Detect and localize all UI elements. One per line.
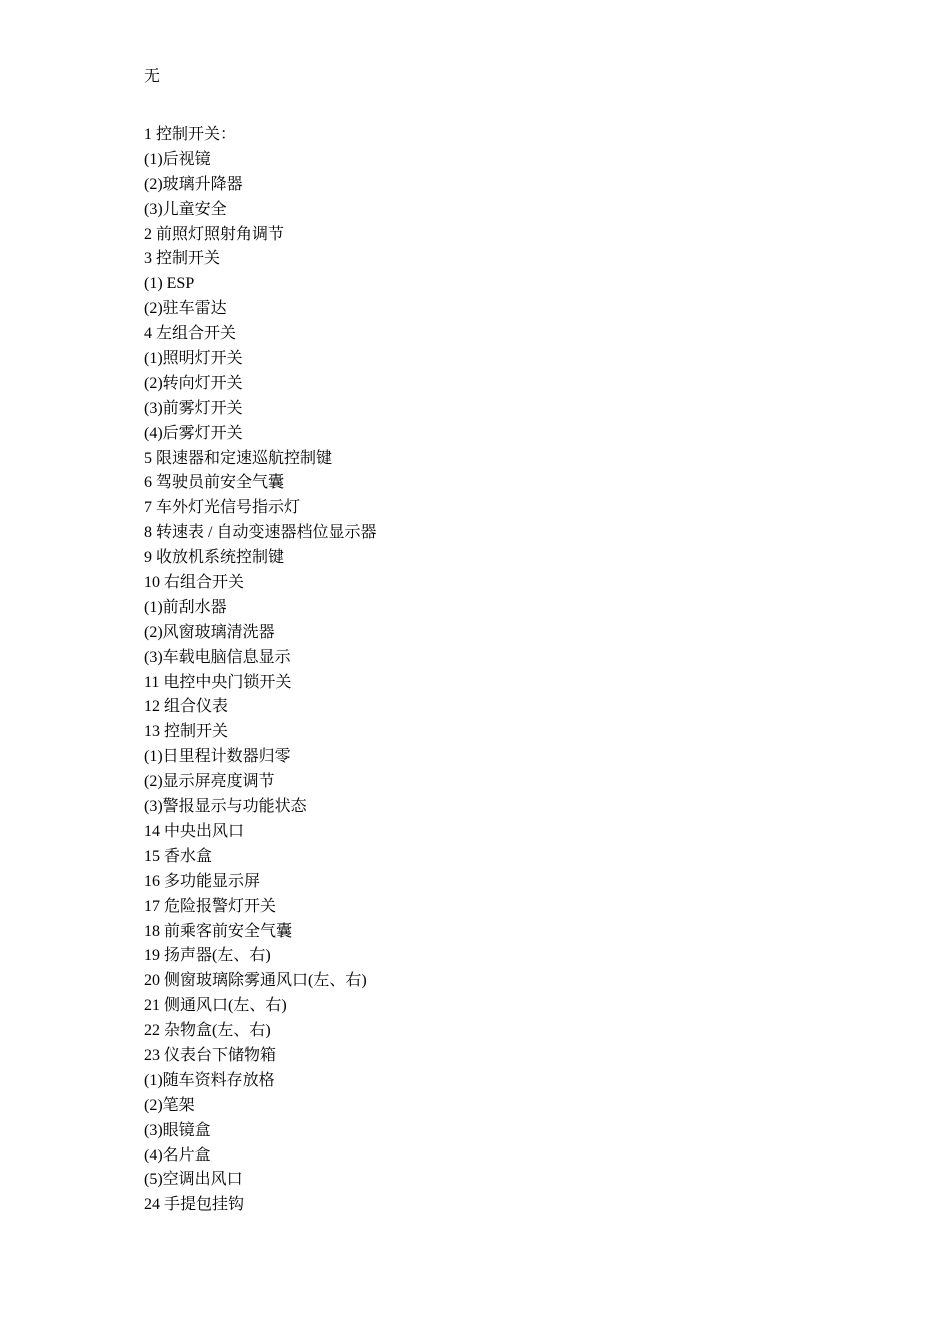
list-item: (2)风窗玻璃清洗器 (144, 623, 275, 641)
list-item: (1)照明灯开关 (144, 350, 243, 368)
list-item: 12 组合仪表 (144, 698, 229, 716)
list-item: (3)车载电脑信息显示 (144, 648, 291, 666)
list-item: (3)眼镜盒 (144, 1121, 211, 1139)
list-item: 17 危险报警灯开关 (144, 897, 277, 915)
list-item: (2)驻车雷达 (144, 300, 227, 318)
list-item: 15 香水盒 (144, 847, 213, 865)
list-item: 23 仪表台下储物箱 (144, 1046, 277, 1064)
list-item: (4)名片盒 (144, 1146, 211, 1164)
list-item: (2)笔架 (144, 1096, 195, 1114)
document-heading: 无 (144, 66, 161, 85)
list-item: (5)空调出风口 (144, 1171, 243, 1189)
list-item: (1)随车资料存放格 (144, 1071, 275, 1089)
list-item: 13 控制开关 (144, 723, 229, 741)
list-item: 16 多功能显示屏 (144, 872, 261, 890)
list-item: 4 左组合开关 (144, 325, 237, 343)
list-item: 14 中央出风口 (144, 822, 245, 840)
list-item: 5 限速器和定速巡航控制键 (144, 449, 333, 467)
list-item: (3)儿童安全 (144, 200, 227, 218)
list-item: (1)前刮水器 (144, 598, 227, 616)
list-item: (3)警报显示与功能状态 (144, 798, 307, 816)
list-item: (2)玻璃升降器 (144, 175, 243, 193)
list-item: 8 转速表 / 自动变速器档位显示器 (144, 524, 377, 542)
list-item: 24 手提包挂钩 (144, 1196, 245, 1214)
list-item: (4)后雾灯开关 (144, 424, 243, 442)
list-item: 10 右组合开关 (144, 574, 245, 592)
component-list (144, 123, 376, 1218)
list-item: 2 前照灯照射角调节 (144, 225, 285, 243)
list-item: 19 扬声器(左、右) (144, 947, 271, 965)
list-item: 21 侧通风口(左、右) (144, 997, 287, 1015)
list-item: (1)后视镜 (144, 150, 211, 168)
list-item: 7 车外灯光信号指示灯 (144, 499, 301, 517)
list-item: 9 收放机系统控制键 (144, 549, 285, 567)
list-item: 18 前乘客前安全气囊 (144, 922, 293, 940)
list-item: (2)转向灯开关 (144, 374, 243, 392)
list-item: 1 控制开关： (144, 126, 237, 143)
list-item: (2)显示屏亮度调节 (144, 773, 275, 791)
list-item: 11 电控中央门锁开关 (144, 673, 292, 691)
list-item: 20 侧窗玻璃除雾通风口(左、右) (144, 972, 367, 990)
list-item: 3 控制开关 (144, 250, 221, 268)
list-item: (1) ESP (144, 275, 195, 293)
list-item: (1)日里程计数器归零 (144, 748, 291, 766)
list-item: 22 杂物盒(左、右) (144, 1022, 271, 1040)
list-item: (3)前雾灯开关 (144, 399, 243, 417)
list-item: 6 驾驶员前安全气囊 (144, 474, 285, 492)
